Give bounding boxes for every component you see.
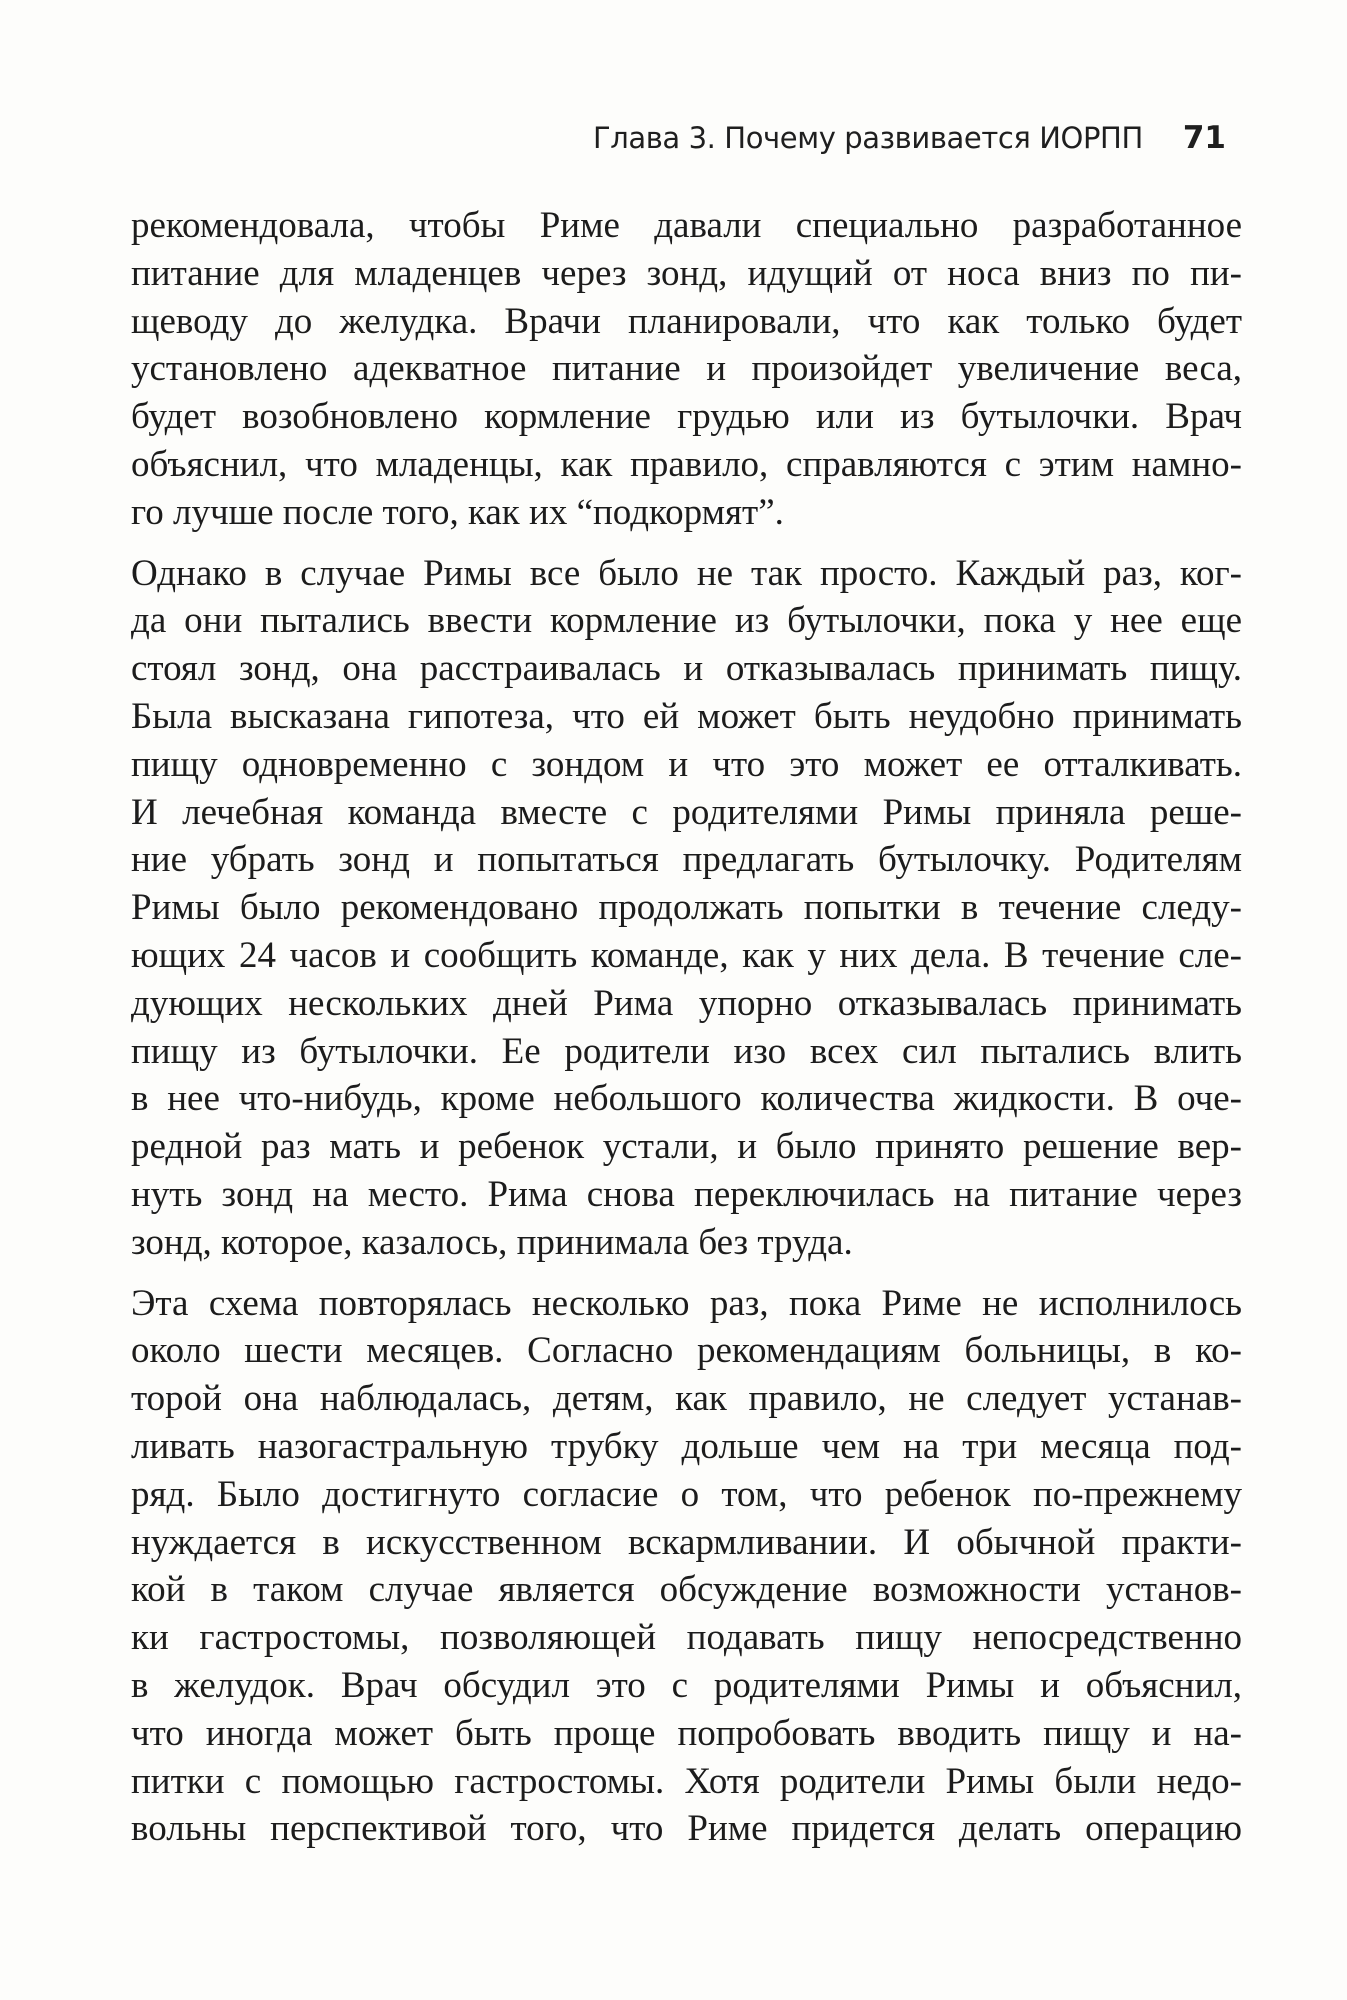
text-line: торой она наблюдалась, детям, как правило, не следует устанав- bbox=[131, 1378, 1242, 1420]
text-line: ряд. Было достигнуто согласие о том, что ребенок по-прежнему bbox=[131, 1473, 1242, 1515]
text-line: щеводу до желудка. Врачи планировали, что как только будет bbox=[131, 300, 1242, 342]
text-line: ющих 24 часов и сообщить команде, как у них дела. В течение сле- bbox=[131, 934, 1242, 976]
text-line: дующих нескольких дней Рима упорно отказывалась принимать bbox=[131, 982, 1242, 1024]
text-line: объяснил, что младенцы, как правило, справляются с этим намно- bbox=[131, 443, 1242, 485]
text-line: Была высказана гипотеза, что ей может быть неудобно принимать bbox=[131, 695, 1242, 737]
text-line: в нее что-нибудь, кроме небольшого количества жидкости. В оче- bbox=[131, 1078, 1242, 1120]
text-line: ние убрать зонд и попытаться предлагать бутылочку. Родителям bbox=[131, 839, 1242, 881]
text-line: Однако в случае Римы все было не так просто. Каждый раз, ког- bbox=[131, 552, 1242, 594]
body-text bbox=[131, 202, 1242, 1866]
text-line: установлено адекватное питание и произойдет увеличение веса, bbox=[131, 348, 1242, 390]
text-line: около шести месяцев. Согласно рекомендациям больницы, в ко- bbox=[131, 1330, 1242, 1372]
text-line: редной раз мать и ребенок устали, и было принято решение вер- bbox=[131, 1126, 1242, 1168]
text-line: зонд, которое, казалось, принимала без труда. bbox=[131, 1221, 853, 1263]
chapter-title: Глава 3. Почему развивается ИОРПП bbox=[592, 121, 1143, 155]
paragraph-1 bbox=[131, 202, 1242, 537]
text-line: Римы было рекомендовано продолжать попытки в течение следу- bbox=[131, 887, 1242, 929]
text-line: кой в таком случае является обсуждение возможности установ- bbox=[131, 1569, 1242, 1611]
running-head bbox=[0, 112, 1226, 164]
text-line: да они пытались ввести кормление из бутылочки, пока у нее еще bbox=[131, 600, 1242, 642]
text-line: вольны перспективой того, что Риме придется делать операцию bbox=[131, 1808, 1242, 1850]
text-line: питки с помощью гастростомы. Хотя родители Римы были недо- bbox=[131, 1760, 1242, 1802]
text-line: Эта схема повторялась несколько раз, пока Риме не исполнилось bbox=[131, 1282, 1242, 1324]
text-line: в желудок. Врач обсудил это с родителями Римы и объяснил, bbox=[131, 1664, 1242, 1706]
text-line: нуть зонд на место. Рима снова переключилась на питание через bbox=[131, 1173, 1242, 1215]
text-line: рекомендовала, чтобы Риме давали специально разработанное bbox=[131, 205, 1242, 246]
text-line: будет возобновлено кормление грудью или из бутылочки. Врач bbox=[131, 396, 1242, 438]
paragraph-3 bbox=[131, 1280, 1242, 1854]
text-line: пищу одновременно с зондом и что это может ее отталкивать. bbox=[131, 743, 1242, 785]
text-line: пищу из бутылочки. Ее родители изо всех сил пытались влить bbox=[131, 1030, 1242, 1072]
text-line: питание для младенцев через зонд, идущий от носа вниз по пи- bbox=[131, 252, 1242, 294]
text-line: И лечебная команда вместе с родителями Римы приняла реше- bbox=[131, 791, 1242, 833]
text-line: что иногда может быть проще попробовать вводить пищу и на- bbox=[131, 1712, 1242, 1754]
text-line: ки гастростомы, позволяющей подавать пищу непосредственно bbox=[131, 1617, 1242, 1659]
text-line: нуждается в искусственном вскармливании. И обычной практи- bbox=[131, 1521, 1242, 1563]
text-line: стоял зонд, она расстраивалась и отказывалась принимать пищу. bbox=[131, 648, 1242, 690]
paragraph-2 bbox=[131, 550, 1242, 1267]
page-number: 71 bbox=[1182, 120, 1226, 156]
text-line: ливать назогастральную трубку дольше чем на три месяца под- bbox=[131, 1425, 1242, 1467]
text-line: го лучше после того, как их “подкормят”. bbox=[131, 491, 784, 533]
